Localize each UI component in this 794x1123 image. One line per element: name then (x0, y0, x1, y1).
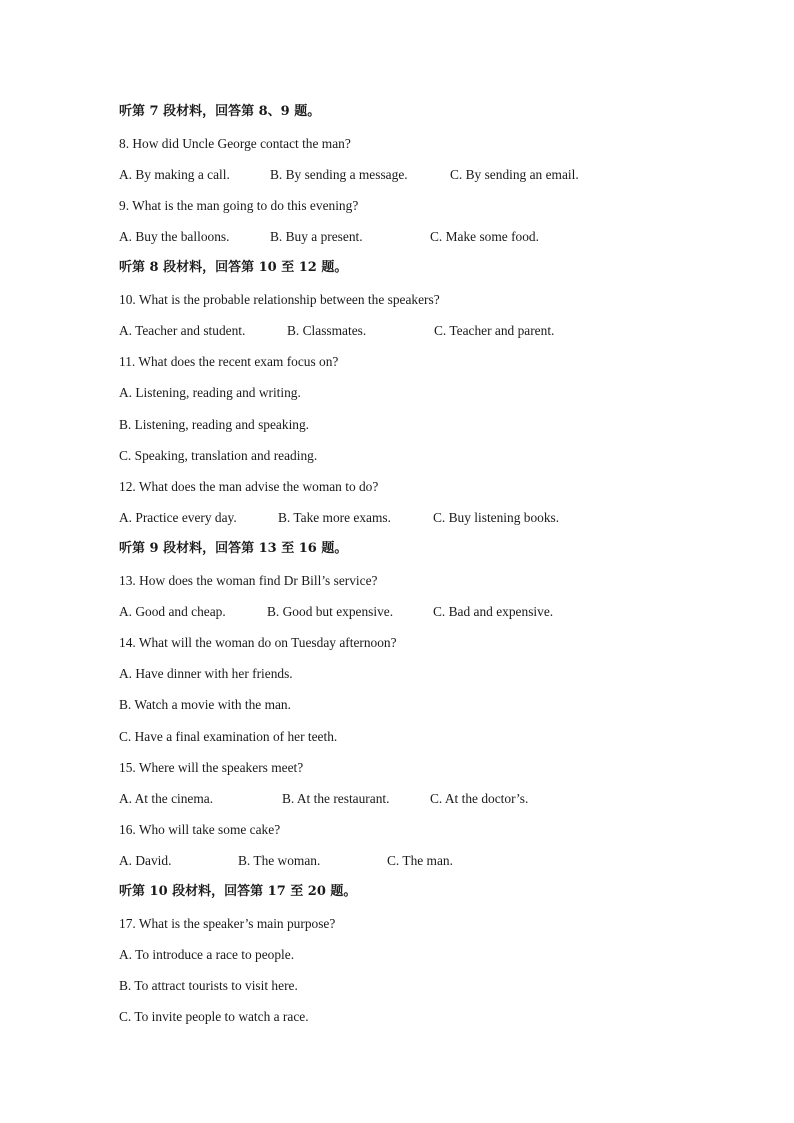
option-8-a: A. By making a call. (119, 167, 230, 182)
question-10: 10. What is the probable relationship between the speakers? (119, 292, 440, 307)
question-17: 17. What is the speaker’s main purpose? (119, 916, 336, 931)
option-13-c: C. Bad and expensive. (433, 604, 554, 619)
option-11-a: A. Listening, reading and writing. (119, 385, 301, 400)
option-8-c: C. By sending an email. (450, 167, 579, 182)
option-12-c: C. Buy listening books. (433, 510, 560, 525)
option-9-a: A. Buy the balloons. (119, 229, 230, 244)
option-14-b: B. Watch a movie with the man. (119, 697, 291, 712)
option-16-b: B. The woman. (238, 853, 321, 868)
section-heading: 听第 9 段材料，回答第 13 至 16 题。 (119, 541, 348, 556)
section-heading: 听第 10 段材料，回答第 17 至 20 题。 (119, 884, 357, 899)
option-12-a: A. Practice every day. (119, 510, 237, 525)
option-13-b: B. Good but expensive. (267, 604, 394, 619)
option-10-c: C. Teacher and parent. (434, 323, 555, 338)
option-9-c: C. Make some food. (430, 229, 539, 244)
question-11: 11. What does the recent exam focus on? (119, 354, 339, 369)
option-14-a: A. Have dinner with her friends. (119, 666, 293, 681)
option-17-a: A. To introduce a race to people. (119, 947, 295, 962)
option-12-b: B. Take more exams. (278, 510, 391, 525)
question-12: 12. What does the man advise the woman to do? (119, 479, 379, 494)
option-17-b: B. To attract tourists to visit here. (119, 978, 298, 993)
option-13-a: A. Good and cheap. (119, 604, 226, 619)
option-10-a: A. Teacher and student. (119, 323, 246, 338)
question-9: 9. What is the man going to do this evening? (119, 198, 359, 213)
question-16: 16. Who will take some cake? (119, 822, 281, 837)
option-9-b: B. Buy a present. (270, 229, 363, 244)
option-8-b: B. By sending a message. (270, 167, 408, 182)
option-14-c: C. Have a final examination of her teeth. (119, 729, 338, 744)
option-11-c: C. Speaking, translation and reading. (119, 448, 318, 463)
question-15: 15. Where will the speakers meet? (119, 760, 304, 775)
question-8: 8. How did Uncle George contact the man? (119, 136, 351, 151)
question-13: 13. How does the woman find Dr Bill’s service? (119, 573, 378, 588)
option-15-c: C. At the doctor’s. (430, 791, 529, 806)
option-16-a: A. David. (119, 853, 172, 868)
option-17-c: C. To invite people to watch a race. (119, 1009, 309, 1024)
option-10-b: B. Classmates. (287, 323, 367, 338)
question-14: 14. What will the woman do on Tuesday afternoon? (119, 635, 397, 650)
option-15-a: A. At the cinema. (119, 791, 214, 806)
option-11-b: B. Listening, reading and speaking. (119, 417, 310, 432)
section-heading: 听第 7 段材料，回答第 8、9 题。 (119, 104, 321, 119)
section-heading: 听第 8 段材料，回答第 10 至 12 题。 (119, 260, 348, 275)
option-16-c: C. The man. (387, 853, 453, 868)
option-15-b: B. At the restaurant. (282, 791, 390, 806)
